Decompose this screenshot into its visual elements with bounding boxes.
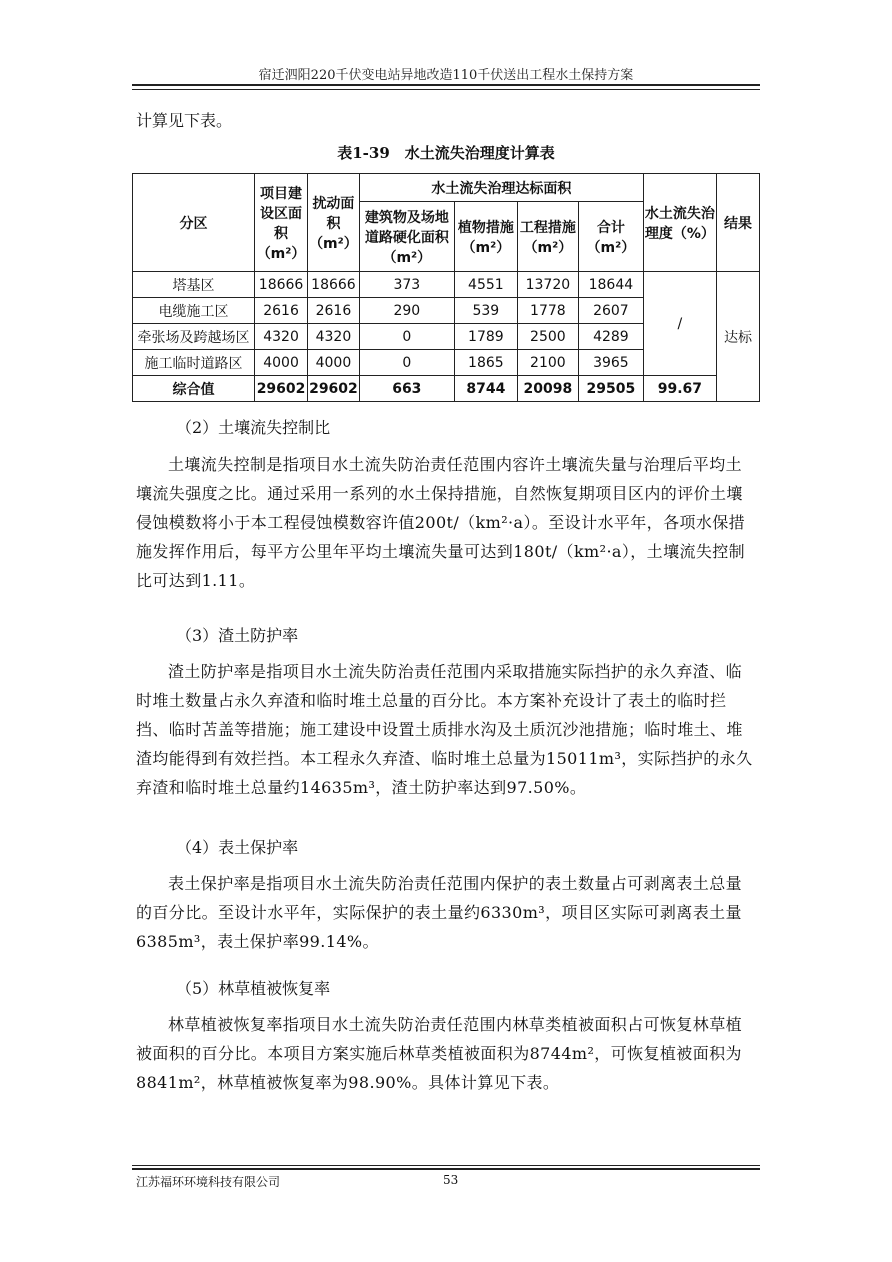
cell-disturbed-area: 4000 <box>308 350 360 376</box>
body-paragraph: 渣土防护率是指项目水土流失防治责任范围内采取措施实际挡护的永久弃渣、临时堆土数量占永久弃渣和临时堆土总量的百分比。本方案补充设计了表土的临时拦挡、临时苫盖等措施；施工建设中设置土质排水沟及土质沉沙池措施；临时堆土、堆渣均能得到有效拦挡。本工程永久弃渣、临时堆土总量为15011m³，实际挡护的永久弃渣和临时堆土总量约14635m³，渣土防护率达到97.50%。 <box>136 662 753 797</box>
page-number: 53 <box>443 1173 459 1187</box>
cell-project-area: 4320 <box>255 324 308 350</box>
intro-text: 计算见下表。 <box>136 111 233 130</box>
cell-vegetation: 1865 <box>454 350 517 376</box>
cell-disturbed-area: 29602 <box>308 376 360 402</box>
cell-zone: 牵张场及跨越场区 <box>133 324 255 350</box>
cell-sum: 18644 <box>578 272 643 298</box>
table-total-row <box>133 376 760 402</box>
section-heading: （5）林草植被恢复率 <box>176 979 331 998</box>
header-engineering: 工程措施（m²） <box>517 202 578 272</box>
cell-engineering: 2100 <box>517 350 578 376</box>
cell-vegetation: 1789 <box>454 324 517 350</box>
header-project-area: 项目建设区面积（m²） <box>255 174 308 272</box>
cell-rate: 99.67 <box>643 376 716 402</box>
header-rule <box>132 84 760 90</box>
cell-disturbed-area: 2616 <box>308 298 360 324</box>
cell-hardened: 0 <box>359 324 454 350</box>
cell-sum: 2607 <box>578 298 643 324</box>
section-heading: （4）表土保护率 <box>176 838 299 857</box>
cell-engineering: 2500 <box>517 324 578 350</box>
cell-project-area: 2616 <box>255 298 308 324</box>
cell-project-area: 29602 <box>255 376 308 402</box>
footer-company: 江苏福环环境科技有限公司 <box>136 1175 281 1189</box>
cell-engineering: 13720 <box>517 272 578 298</box>
cell-rate-merged: / <box>643 272 716 376</box>
cell-hardened: 290 <box>359 298 454 324</box>
cell-sum: 29505 <box>578 376 643 402</box>
page-header: 宿迁泗阳220千伏变电站异地改造110千伏送出工程水土保持方案 <box>258 68 634 83</box>
cell-result-merged: 达标 <box>716 272 759 402</box>
header-hardened: 建筑物及场地道路硬化面积（m²） <box>359 202 454 272</box>
body-paragraph: 林草植被恢复率指项目水土流失防治责任范围内林草类植被面积占可恢复林草植被面积的百分比。本项目方案实施后林草类植被面积为8744m²，可恢复植被面积为8841m²，林草植被恢复率为98.90%。具体计算见下表。 <box>136 1015 743 1092</box>
cell-engineering: 1778 <box>517 298 578 324</box>
cell-vegetation: 8744 <box>454 376 517 402</box>
footer-rule <box>132 1165 760 1170</box>
section-heading: （3）渣土防护率 <box>176 626 299 645</box>
cell-project-area: 4000 <box>255 350 308 376</box>
table-caption: 表1-39 水土流失治理度计算表 <box>337 144 555 162</box>
calc-table <box>132 173 760 402</box>
body-paragraph: 土壤流失控制是指项目水土流失防治责任范围内容许土壤流失量与治理后平均土壤流失强度之比。通过采用一系列的水土保持措施，自然恢复期项目区内的评价土壤侵蚀模数将小于本工程侵蚀模数容许值200t/（km²·a）。至设计水平年，各项水保措施发挥作用后，每平方公里年平均土壤流失量可达到180t/（km²·a），土壤流失控制比可达到1.11。 <box>136 455 746 590</box>
header-treated-group: 水土流失治理达标面积 <box>359 174 643 202</box>
cell-zone: 施工临时道路区 <box>133 350 255 376</box>
cell-zone: 电缆施工区 <box>133 298 255 324</box>
table-row <box>133 272 760 298</box>
cell-hardened: 663 <box>359 376 454 402</box>
cell-engineering: 20098 <box>517 376 578 402</box>
cell-disturbed-area: 18666 <box>308 272 360 298</box>
cell-vegetation: 4551 <box>454 272 517 298</box>
header-zone: 分区 <box>133 174 255 272</box>
cell-disturbed-area: 4320 <box>308 324 360 350</box>
cell-sum: 3965 <box>578 350 643 376</box>
cell-zone: 塔基区 <box>133 272 255 298</box>
cell-sum: 4289 <box>578 324 643 350</box>
body-paragraph: 表土保护率是指项目水土流失防治责任范围内保护的表土数量占可剥离表土总量的百分比。至设计水平年，实际保护的表土量约6330m³，项目区实际可剥离表土量6385m³，表土保护率99.14%。 <box>136 874 743 951</box>
section-heading: （2）土壤流失控制比 <box>176 418 331 437</box>
cell-hardened: 0 <box>359 350 454 376</box>
cell-vegetation: 539 <box>454 298 517 324</box>
header-sum: 合计（m²） <box>578 202 643 272</box>
header-result: 结果 <box>716 174 759 272</box>
cell-project-area: 18666 <box>255 272 308 298</box>
cell-hardened: 373 <box>359 272 454 298</box>
header-vegetation: 植物措施（m²） <box>454 202 517 272</box>
header-rate: 水土流失治理度（%） <box>643 174 716 272</box>
cell-zone: 综合值 <box>133 376 255 402</box>
header-disturbed-area: 扰动面积（m²） <box>308 174 360 272</box>
